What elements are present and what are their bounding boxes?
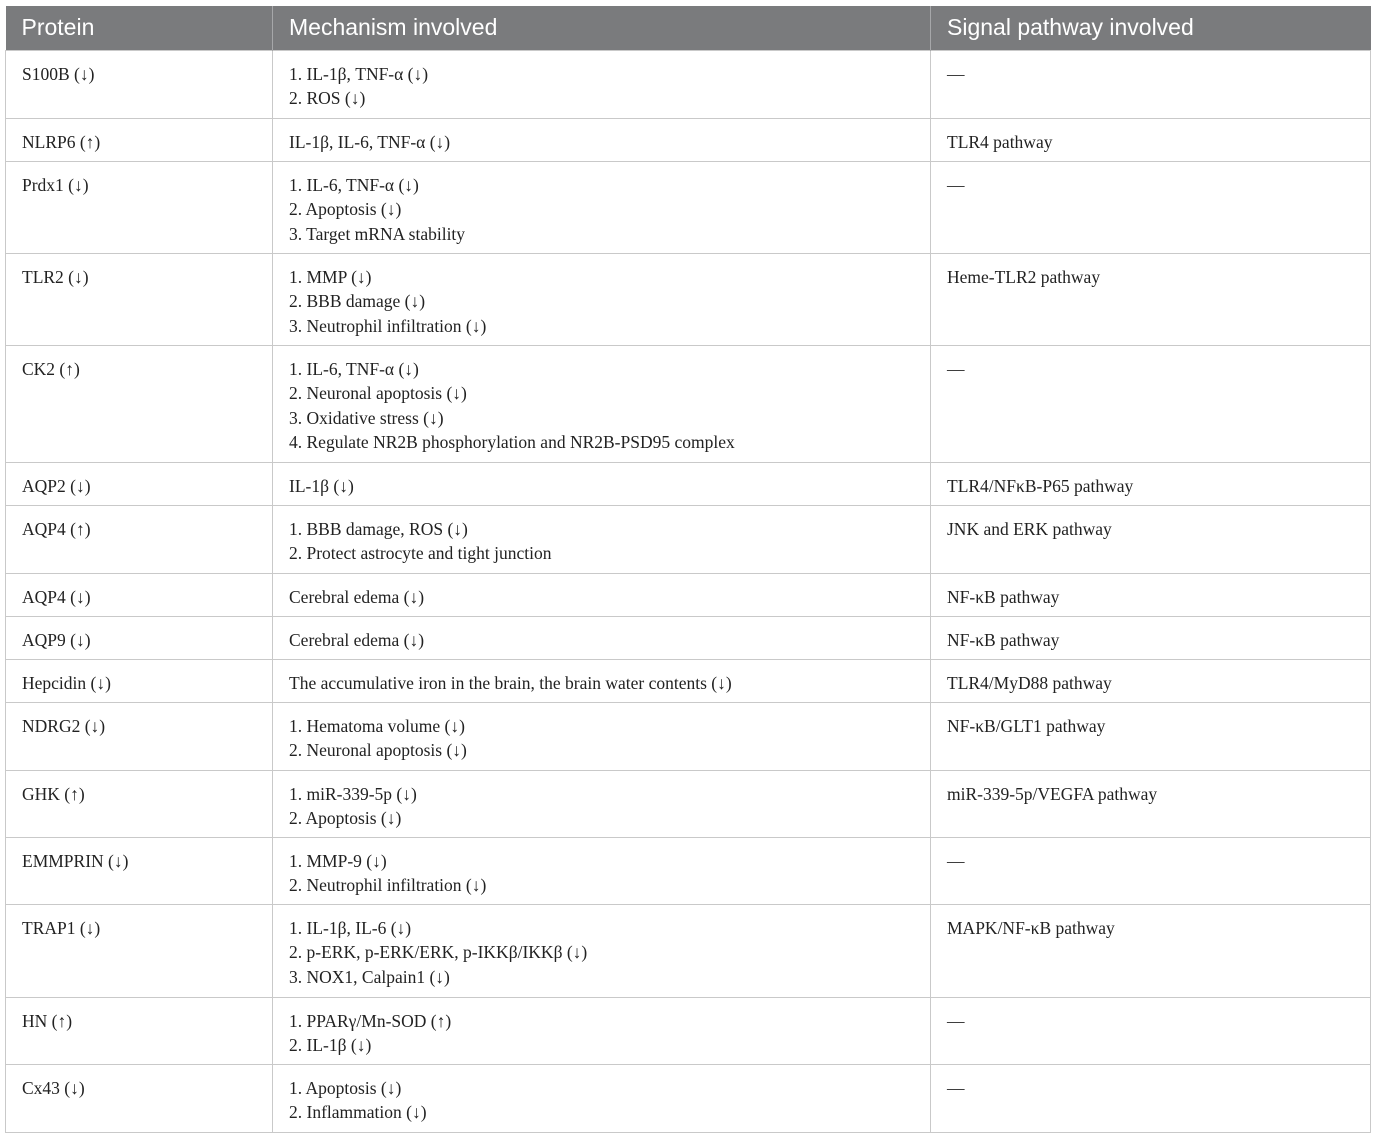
- pathway-cell: —: [931, 50, 1371, 118]
- pathway-cell: NF-κB pathway: [931, 573, 1371, 616]
- mechanism-line: 3. Neutrophil infiltration (↓): [289, 315, 487, 336]
- protein-cell: S100B (↓): [6, 50, 273, 118]
- mechanism-cell: [273, 702, 931, 770]
- mechanism-line: 2. Protect astrocyte and tight junction: [289, 543, 552, 563]
- mechanism-line: 1. PPARγ/Mn-SOD (↑): [289, 1010, 452, 1031]
- pathway-cell: NF-κB pathway: [931, 616, 1371, 659]
- mechanism-line: 2. Inflammation (↓): [289, 1102, 427, 1122]
- protein-cell: AQP9 (↓): [6, 616, 273, 659]
- mechanism-line: 1. BBB damage, ROS (↓): [289, 518, 468, 539]
- table-row: [6, 505, 1371, 573]
- table-body: [6, 50, 1371, 1132]
- pathway-cell: Heme-TLR2 pathway: [931, 253, 1371, 345]
- mechanism-line: 2. Apoptosis (↓): [289, 808, 402, 828]
- protein-cell: CK2 (↑): [6, 345, 273, 462]
- table-row: [6, 616, 1371, 659]
- protein-cell: EMMPRIN (↓): [6, 837, 273, 904]
- pathway-cell: TLR4/NFκB-P65 pathway: [931, 462, 1371, 505]
- table-row: [6, 462, 1371, 505]
- protein-cell: NLRP6 (↑): [6, 118, 273, 161]
- mechanism-line: 1. MMP-9 (↓): [289, 850, 387, 871]
- mechanism-line: 3. NOX1, Calpain1 (↓): [289, 966, 450, 987]
- table-header-row: [6, 6, 1371, 50]
- mechanism-line: 2. Neuronal apoptosis (↓): [289, 383, 467, 403]
- mechanism-cell: [273, 573, 931, 616]
- mechanism-line: 1. Hematoma volume (↓): [289, 715, 465, 736]
- mechanism-line: 1. miR-339-5p (↓): [289, 783, 417, 804]
- mechanism-line: 3. Oxidative stress (↓): [289, 407, 444, 428]
- pathway-cell: —: [931, 1064, 1371, 1132]
- mechanism-line: 1. Apoptosis (↓): [289, 1077, 402, 1098]
- mechanism-line: 2. Neuronal apoptosis (↓): [289, 740, 467, 760]
- pathway-cell: miR-339-5p/VEGFA pathway: [931, 770, 1371, 837]
- mechanism-cell: [273, 50, 931, 118]
- header-mechanism: Mechanism involved: [273, 6, 931, 50]
- mechanism-line: IL-1β (↓): [289, 475, 354, 496]
- protein-table-container: [5, 6, 1370, 1133]
- mechanism-cell: [273, 659, 931, 702]
- table-row: [6, 161, 1371, 253]
- mechanism-line: IL-1β, IL-6, TNF-α (↓): [289, 131, 451, 152]
- mechanism-cell: [273, 904, 931, 997]
- table-row: [6, 702, 1371, 770]
- mechanism-line: 1. IL-1β, TNF-α (↓): [289, 63, 429, 84]
- mechanism-cell: [273, 770, 931, 837]
- protein-cell: AQP4 (↑): [6, 505, 273, 573]
- mechanism-cell: [273, 505, 931, 573]
- protein-cell: HN (↑): [6, 997, 273, 1064]
- mechanism-cell: [273, 997, 931, 1064]
- table-row: [6, 997, 1371, 1064]
- pathway-cell: —: [931, 161, 1371, 253]
- mechanism-line: 4. Regulate NR2B phosphorylation and NR2B-PSD95 complex: [289, 432, 735, 452]
- table-row: [6, 904, 1371, 997]
- table-row: [6, 837, 1371, 904]
- table-row: [6, 573, 1371, 616]
- table-row: [6, 253, 1371, 345]
- mechanism-line: 2. p-ERK, p-ERK/ERK, p-IKKβ/IKKβ (↓): [289, 942, 588, 962]
- pathway-cell: TLR4 pathway: [931, 118, 1371, 161]
- pathway-cell: JNK and ERK pathway: [931, 505, 1371, 573]
- protein-cell: AQP4 (↓): [6, 573, 273, 616]
- protein-cell: Hepcidin (↓): [6, 659, 273, 702]
- mechanism-cell: [273, 118, 931, 161]
- protein-cell: TRAP1 (↓): [6, 904, 273, 997]
- header-pathway: Signal pathway involved: [931, 6, 1371, 50]
- mechanism-line: The accumulative iron in the brain, the brain water contents (↓): [289, 672, 732, 693]
- mechanism-cell: [273, 253, 931, 345]
- table-row: [6, 345, 1371, 462]
- header-protein: Protein: [6, 6, 273, 50]
- table-row: [6, 1064, 1371, 1132]
- mechanism-cell: [273, 345, 931, 462]
- table-row: [6, 659, 1371, 702]
- pathway-cell: —: [931, 837, 1371, 904]
- protein-cell: Cx43 (↓): [6, 1064, 273, 1132]
- protein-cell: NDRG2 (↓): [6, 702, 273, 770]
- pathway-cell: TLR4/MyD88 pathway: [931, 659, 1371, 702]
- table-row: [6, 770, 1371, 837]
- pathway-cell: —: [931, 345, 1371, 462]
- mechanism-line: 1. IL-1β, IL-6 (↓): [289, 917, 412, 938]
- mechanism-line: 1. IL-6, TNF-α (↓): [289, 358, 419, 379]
- mechanism-cell: [273, 161, 931, 253]
- mechanism-line: 2. IL-1β (↓): [289, 1035, 372, 1055]
- protein-cell: GHK (↑): [6, 770, 273, 837]
- protein-cell: Prdx1 (↓): [6, 161, 273, 253]
- protein-cell: TLR2 (↓): [6, 253, 273, 345]
- mechanism-cell: [273, 462, 931, 505]
- mechanism-cell: [273, 837, 931, 904]
- mechanism-line: 2. ROS (↓): [289, 88, 366, 108]
- pathway-cell: —: [931, 997, 1371, 1064]
- protein-mechanism-table: [5, 6, 1371, 1133]
- mechanism-line: 1. IL-6, TNF-α (↓): [289, 174, 419, 195]
- table-row: [6, 50, 1371, 118]
- mechanism-line: Cerebral edema (↓): [289, 586, 425, 607]
- mechanism-cell: [273, 1064, 931, 1132]
- protein-cell: AQP2 (↓): [6, 462, 273, 505]
- mechanism-line: Cerebral edema (↓): [289, 629, 425, 650]
- mechanism-line: 3. Target mRNA stability: [289, 223, 466, 244]
- mechanism-line: 2. Apoptosis (↓): [289, 199, 402, 219]
- pathway-cell: MAPK/NF-κB pathway: [931, 904, 1371, 997]
- mechanism-line: 1. MMP (↓): [289, 266, 372, 287]
- mechanism-line: 2. BBB damage (↓): [289, 291, 426, 311]
- mechanism-line: 2. Neutrophil infiltration (↓): [289, 875, 487, 895]
- mechanism-cell: [273, 616, 931, 659]
- table-row: [6, 118, 1371, 161]
- pathway-cell: NF-κB/GLT1 pathway: [931, 702, 1371, 770]
